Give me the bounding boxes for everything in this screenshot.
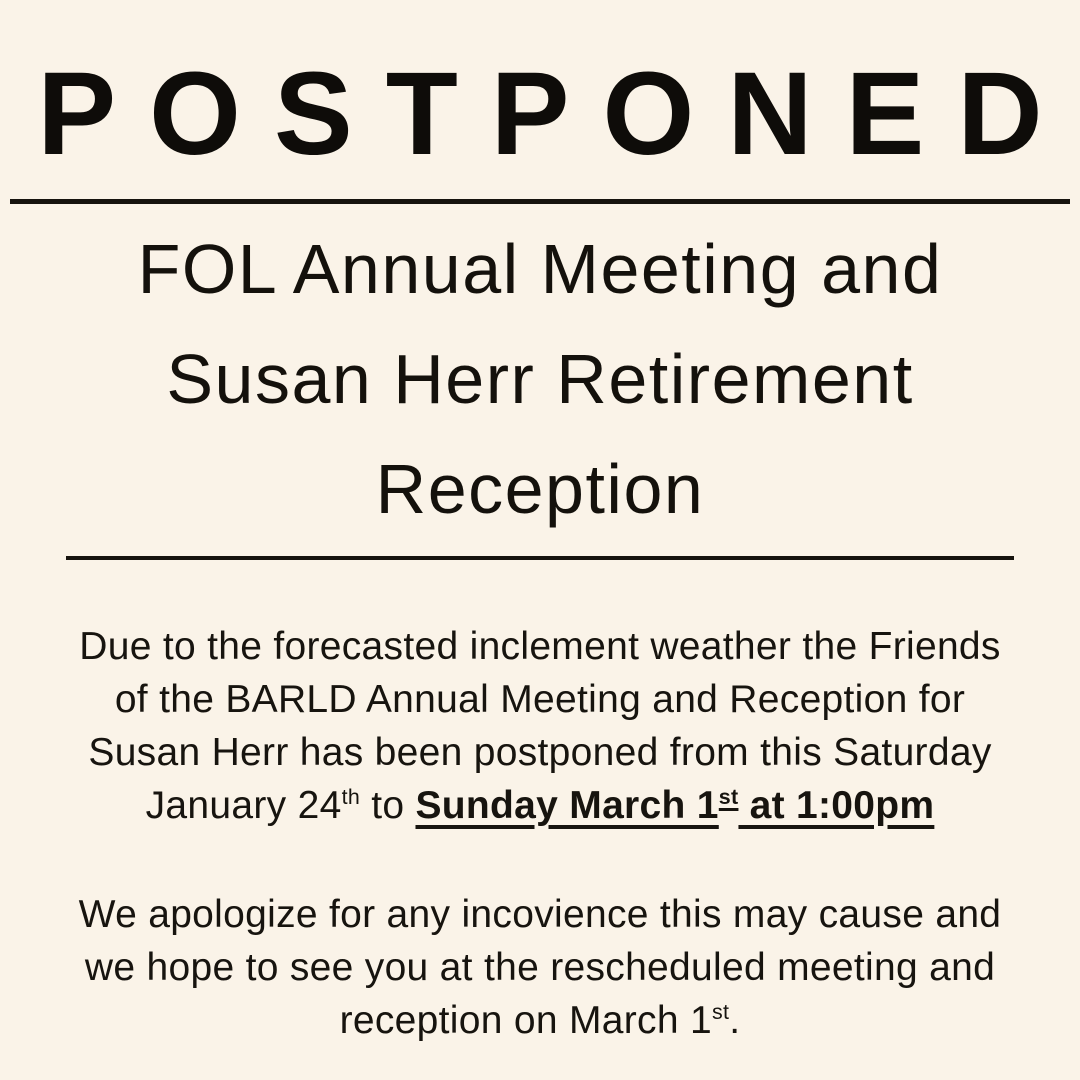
new-date-ordinal: st bbox=[718, 785, 739, 810]
event-title bbox=[0, 214, 1080, 544]
original-date-text: January 24 bbox=[145, 784, 342, 828]
original-date-ordinal: th bbox=[341, 785, 361, 810]
apology-line: we hope to see you at the rescheduled meeting and bbox=[84, 946, 996, 990]
poster-title: POSTPONED bbox=[37, 48, 1076, 180]
details-line: Susan Herr has been postponed from this Saturday bbox=[88, 731, 992, 775]
subtitle-divider bbox=[66, 556, 1014, 560]
event-title-line: FOL Annual Meeting and bbox=[137, 230, 943, 309]
closing-period: . bbox=[729, 999, 741, 1043]
details-line-reschedule bbox=[0, 779, 1080, 832]
details-line: of the BARLD Annual Meeting and Reception for bbox=[114, 678, 966, 722]
apology-paragraph bbox=[0, 888, 1080, 1047]
postponement-details-paragraph bbox=[0, 620, 1080, 832]
apology-line-closing bbox=[0, 994, 1080, 1047]
event-title-line: Reception bbox=[375, 450, 705, 529]
connector-text: to bbox=[360, 784, 416, 828]
new-time-highlight: at 1:00pm bbox=[738, 784, 935, 828]
event-title-line: Susan Herr Retirement bbox=[166, 340, 914, 419]
new-date-highlight: Sunday March 1 bbox=[415, 784, 719, 828]
details-line: Due to the forecasted inclement weather the Friends bbox=[79, 625, 1001, 669]
title-divider bbox=[10, 199, 1070, 204]
closing-date-ordinal: st bbox=[711, 1000, 730, 1025]
apology-line: We apologize for any incovience this may cause and bbox=[78, 893, 1002, 937]
closing-date-text: reception on March 1 bbox=[339, 999, 712, 1043]
